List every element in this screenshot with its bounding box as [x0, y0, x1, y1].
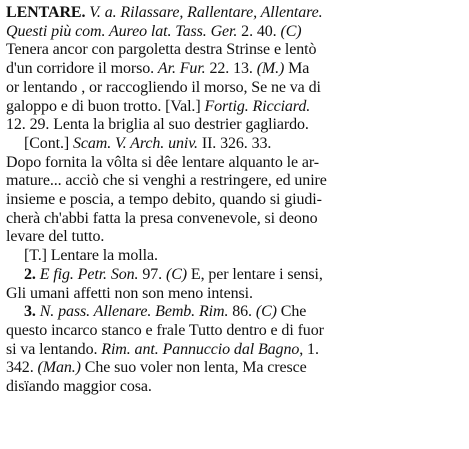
text-line	[6, 116, 465, 135]
text-run: (Man.)	[37, 359, 81, 377]
text-run: or lentando , or raccogliendo il morso, Se ne va di	[6, 78, 321, 96]
text-run: Tenera ancor con pargoletta destra Strinse e lentò	[6, 41, 317, 59]
text-run: questo incarco stanco e frale Tutto dentro e di fuor	[6, 321, 324, 339]
text-run: 22. 13.	[205, 60, 257, 78]
text-line	[6, 41, 465, 60]
text-line	[6, 23, 465, 42]
text-run: 86.	[228, 303, 256, 321]
text-run: cherà ch'abbi fatta la presa convenevole, si deono	[6, 209, 318, 227]
text-line	[6, 303, 465, 322]
text-run: d'un corridore il morso.	[6, 60, 158, 78]
text-run: 2.	[24, 265, 36, 283]
text-run: levare del tutto.	[6, 228, 105, 246]
text-line	[6, 266, 465, 285]
text-run: (C)	[255, 303, 277, 321]
text-run: [Cont.]	[24, 134, 73, 152]
text-run: mature... acciò che si venghi a restringere, ed unire	[6, 172, 327, 190]
text-line	[6, 322, 465, 341]
text-run: 3.	[24, 303, 36, 321]
text-run: [T.] Lentare la molla.	[24, 247, 158, 265]
text-line	[6, 79, 465, 98]
text-run: (C)	[280, 22, 302, 40]
text-run: 2. 40.	[237, 22, 281, 40]
text-run: disïando maggior cosa.	[6, 378, 152, 396]
text-line	[6, 4, 465, 23]
text-run: Scam. V. Arch. univ.	[72, 134, 198, 152]
text-line	[6, 359, 465, 378]
text-run: N. pass. Allenare. Bemb. Rim.	[39, 303, 229, 321]
text-line	[6, 285, 465, 304]
text-run: Rim. ant. Pannuccio dal Bagno	[101, 340, 300, 358]
text-run: Che suo voler non lenta, Ma cresce	[80, 359, 307, 377]
text-line	[6, 154, 465, 173]
text-run: (C)	[165, 265, 188, 283]
text-run: 12. 29. Lenta la briglia al suo destrier gagliardo.	[6, 116, 309, 134]
text-run: galoppo e di buon trotto. [Val.]	[6, 97, 205, 115]
text-line	[6, 228, 465, 247]
text-run: Ar. Fur.	[157, 60, 206, 78]
text-line	[6, 378, 465, 397]
text-line	[6, 247, 465, 266]
text-run: Gli umani affetti non son meno intensi.	[6, 284, 253, 302]
text-run: , 1.	[299, 340, 319, 358]
text-run: (M.)	[256, 60, 285, 78]
text-run: E fig. Petr. Son.	[39, 265, 139, 283]
text-run: V. a. Rilassare, Rallentare, Allentare.	[89, 4, 323, 21]
text-run: Fortig. Ricciard.	[204, 97, 311, 115]
text-line	[6, 98, 465, 117]
text-line	[6, 191, 465, 210]
text-run: 342.	[6, 359, 38, 377]
text-line	[6, 210, 465, 229]
text-line	[6, 135, 465, 154]
text-run: II. 326. 33.	[197, 134, 272, 152]
text-run: E, per lentare i sensi,	[187, 265, 323, 283]
text-run: Dopo fornita la vôlta si dêe lentare alquanto le ar-	[6, 153, 320, 171]
text-run: insieme e poscia, a tempo debito, quando si giudi-	[6, 191, 322, 209]
text-run: Ma	[284, 60, 310, 78]
text-run: si va lentando.	[6, 340, 102, 358]
text-line	[6, 60, 465, 79]
text-line	[6, 341, 465, 360]
text-run: 97.	[138, 265, 166, 283]
text-run: Che	[276, 303, 307, 321]
text-line	[6, 172, 465, 191]
text-run: Questi più com. Aureo lat. Tass. Ger.	[6, 22, 238, 40]
text-run: LENTARE.	[6, 4, 86, 21]
